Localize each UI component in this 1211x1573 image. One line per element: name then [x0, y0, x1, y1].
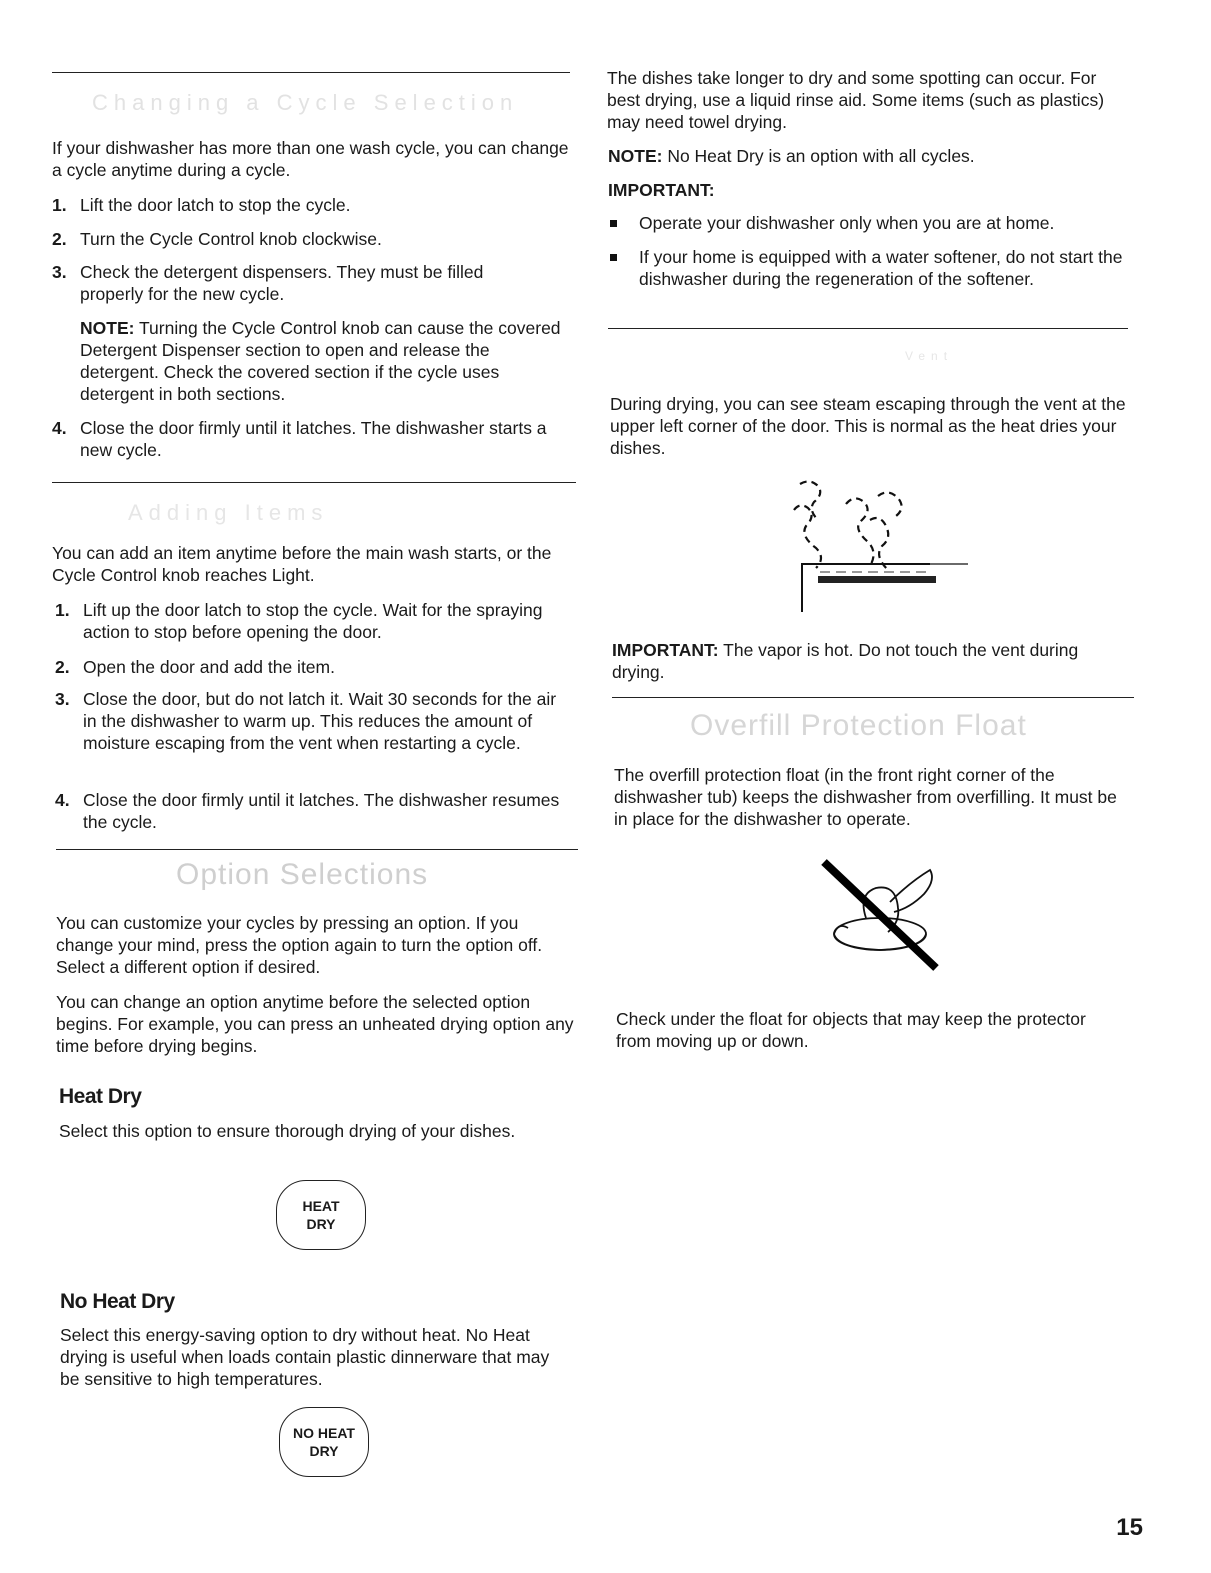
- step-text: Close the door firmly until it latches. The dishwasher starts a new cycle.: [80, 418, 547, 460]
- overfill-text: The overfill protection float (in the front right corner of the dishwasher tub) keeps the dishwasher from overfilling. It must be in place for the dishwasher to operate.: [614, 765, 1117, 829]
- no-heat-dry-button-line2: DRY: [309, 1443, 339, 1459]
- no-heat-dry-title: No Heat Dry: [60, 1290, 175, 1313]
- step-number: 3.: [52, 262, 67, 282]
- bullet-text: If your home is equipped with a water softener, do not start the dishwasher during the regeneration of the softener.: [639, 247, 1123, 289]
- no-heat-dry-button-line1: NO HEAT: [293, 1425, 355, 1441]
- bullet-text: Operate your dishwasher only when you are at home.: [639, 213, 1055, 233]
- drying-info-text: The dishes take longer to dry and some spotting can occur. For best drying, use a liquid rinse aid. Some items (such as plastics) may need towel drying.: [607, 68, 1105, 132]
- important-label-top: IMPORTANT:: [608, 180, 715, 200]
- bullet-icon: [610, 254, 617, 261]
- option-selection-p1: You can customize your cycles by pressing an option. If you change your mind, press the option again to turn the option off. Select a different option if desired.: [56, 913, 543, 977]
- step-number: 4.: [55, 790, 70, 810]
- change-cycle-intro: If your dishwasher has more than one wash cycle, you can change a cycle anytime during a cycle.: [52, 138, 569, 180]
- no-heat-dry-text: Select this energy-saving option to dry without heat. No Heat drying is useful when loads contain plastic dinnerware that may be sensitive to high temperatures.: [60, 1325, 550, 1389]
- step-number: 2.: [55, 657, 70, 677]
- add-item-intro: You can add an item anytime before the main wash starts, or the Cycle Control knob reaches Light.: [52, 543, 552, 585]
- vent-text: During drying, you can see steam escaping through the vent at the upper left corner of the door. This is normal as the heat dries your dishes.: [610, 394, 1126, 458]
- step-number: 4.: [52, 418, 67, 438]
- step-text: Lift the door latch to stop the cycle.: [80, 195, 351, 215]
- steam-icon: [794, 481, 902, 570]
- heat-dry-text: Select this option to ensure thorough drying of your dishes.: [59, 1121, 516, 1141]
- section-rule-add-item: [52, 482, 576, 483]
- no-heat-dry-button[interactable]: [279, 1407, 369, 1477]
- section-rule-vent: [608, 328, 1128, 329]
- vent-important: [612, 639, 1132, 683]
- section-rule-overfill: [612, 697, 1134, 698]
- note-text: No Heat Dry is an option with all cycles.: [662, 146, 975, 166]
- step-text: Lift up the door latch to stop the cycle. Wait for the spraying action to stop before opening the door.: [83, 600, 543, 642]
- step-number: 1.: [55, 600, 70, 620]
- change-cycle-note: [80, 317, 572, 405]
- note-text: Turning the Cycle Control knob can cause the covered Detergent Dispenser section to open and release the detergent. Check the covered section if the cycle uses detergent in both sections.: [80, 318, 561, 404]
- section-heading-option-selection: Option Selections: [176, 858, 429, 891]
- step-text: Open the door and add the item.: [83, 657, 335, 677]
- section-heading-add-item: Adding Items: [128, 500, 329, 525]
- important-text: The vapor is hot. Do not touch the vent during drying.: [612, 640, 1079, 682]
- option-selection-p2: You can change an option anytime before the selected option begins. For example, you can press an unheated drying option any time before drying begins.: [56, 992, 574, 1056]
- step-text: Close the door firmly until it latches. The dishwasher resumes the cycle.: [83, 790, 560, 832]
- vent-steam-illustration: [780, 472, 980, 622]
- page-number: 15: [1116, 1514, 1143, 1541]
- section-heading-vent: Vent: [905, 349, 954, 363]
- section-heading-overfill: Overfill Protection Float: [690, 709, 1027, 742]
- step-text: Check the detergent dispensers. They must be filled properly for the new cycle.: [80, 262, 484, 304]
- heat-dry-button[interactable]: [276, 1180, 366, 1250]
- section-rule-change-cycle: [52, 72, 570, 73]
- vent-slot: [818, 576, 936, 583]
- heat-dry-button-line2: DRY: [306, 1216, 336, 1232]
- note-label: NOTE:: [608, 146, 663, 166]
- step-number: 3.: [55, 689, 70, 709]
- note-label: NOTE:: [80, 318, 135, 338]
- important-label: IMPORTANT:: [612, 640, 719, 660]
- section-rule-option-selection: [56, 849, 578, 850]
- section-heading-change-cycle: Changing a Cycle Selection: [92, 90, 519, 115]
- heat-dry-button-line1: HEAT: [302, 1198, 340, 1214]
- overfill-check-text: Check under the float for objects that may keep the protector from moving up or down.: [616, 1009, 1086, 1051]
- step-number: 1.: [52, 195, 67, 215]
- step-text: Turn the Cycle Control knob clockwise.: [80, 229, 382, 249]
- vent-door-outline: [802, 564, 930, 612]
- step-text: Close the door, but do not latch it. Wait 30 seconds for the air in the dishwasher to warm up. This reduces the amount of moisture escaping from the vent when restarting a cycle.: [83, 689, 557, 753]
- no-heat-dry-note: [608, 145, 1128, 167]
- heat-dry-title: Heat Dry: [59, 1085, 142, 1108]
- bullet-icon: [610, 220, 617, 227]
- overfill-float-illustration: [818, 858, 948, 978]
- step-number: 2.: [52, 229, 67, 249]
